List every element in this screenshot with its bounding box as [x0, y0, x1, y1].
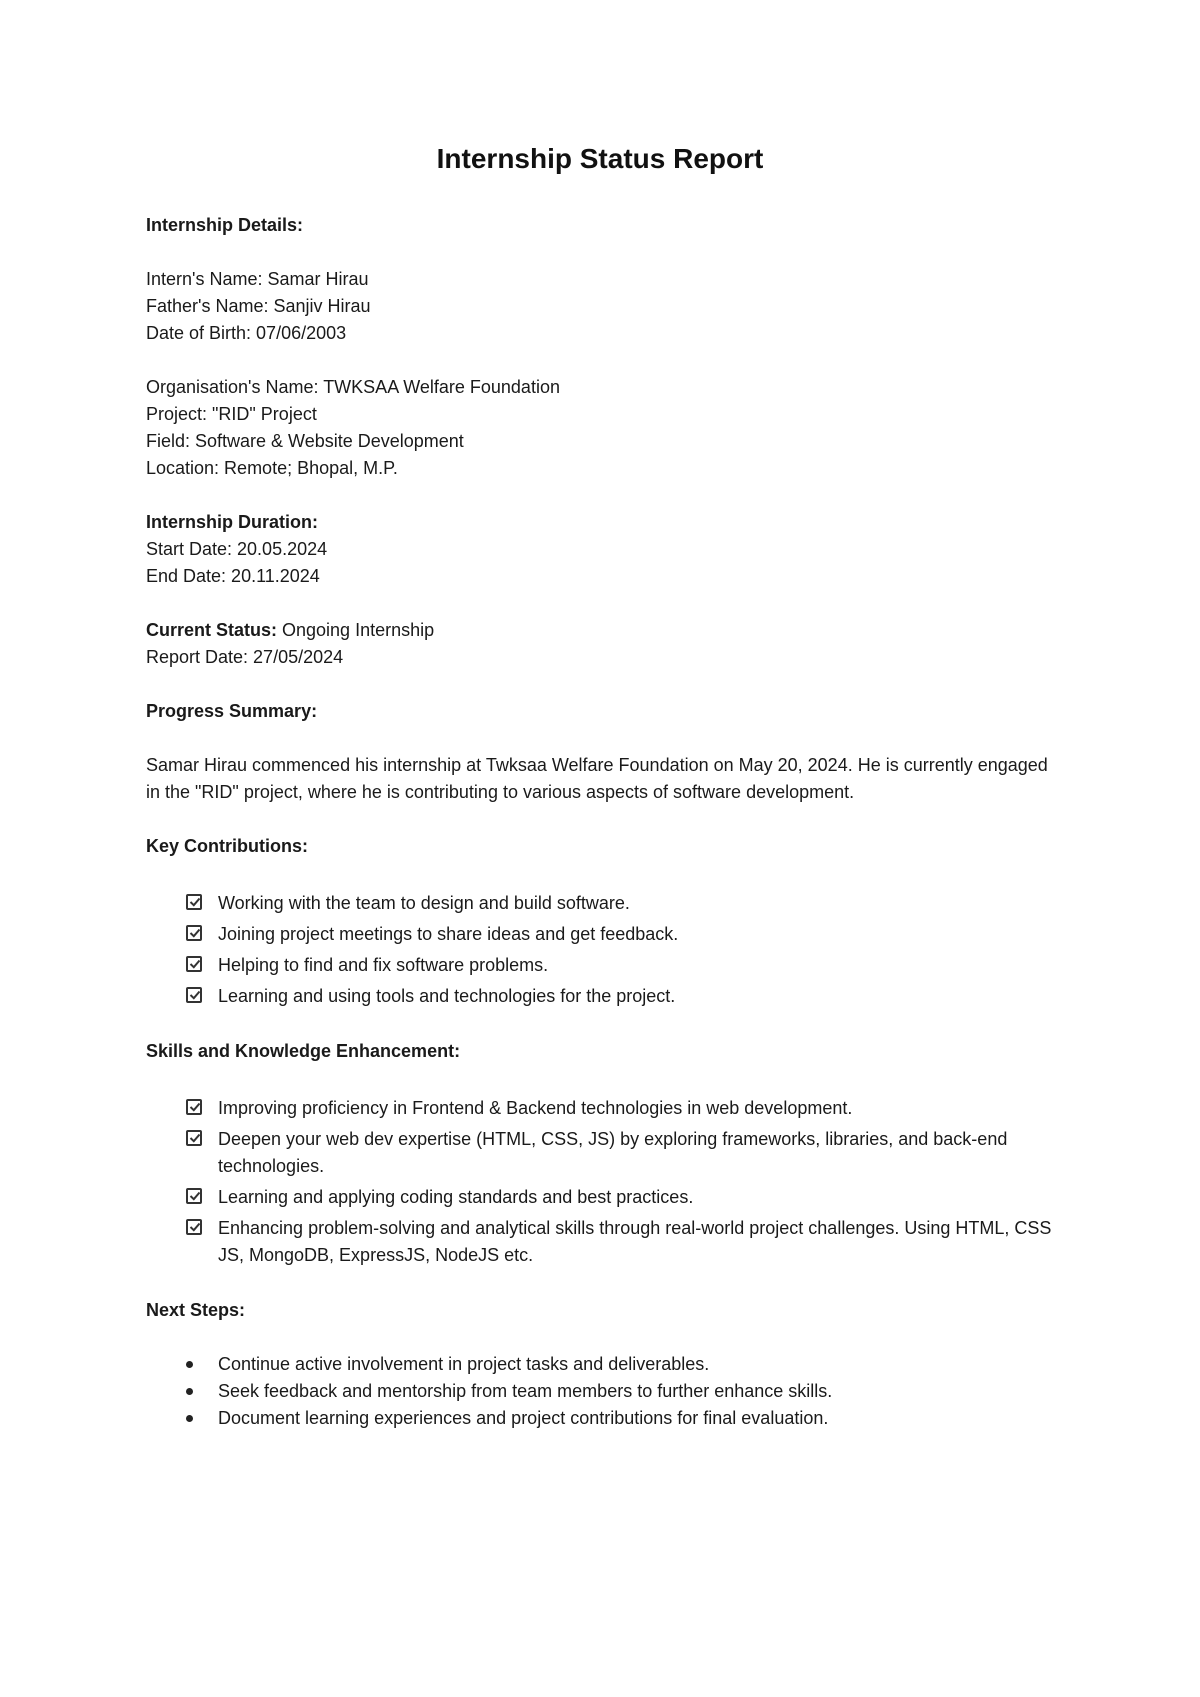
list-item-text: Enhancing problem-solving and analytical skills through real-world project challenges. Using HTML, CSS JS, MongoDB, ExpressJS, NodeJS etc. [218, 1218, 1052, 1265]
spacer [146, 1014, 1066, 1038]
bullet-icon [186, 1361, 193, 1368]
skills-heading: Skills and Knowledge Enhancement: [146, 1041, 461, 1061]
checkbox-checked-icon [186, 956, 202, 972]
checkbox-checked-icon [186, 1219, 202, 1235]
father-name: Father's Name: Sanjiv Hirau [146, 296, 371, 316]
list-item [146, 1095, 1066, 1122]
next-steps-heading: Next Steps: [146, 1300, 246, 1320]
spacer [146, 806, 1066, 833]
list-item-text: Seek feedback and mentorship from team members to further enhance skills. [218, 1381, 833, 1401]
spacer [146, 239, 1066, 266]
page-title: Internship Status Report [436, 143, 764, 174]
current-status-label: Current Status: [146, 620, 278, 640]
list-item [146, 1126, 1066, 1180]
key-contributions-heading: Key Contributions: [146, 836, 308, 856]
spacer [146, 1273, 1066, 1297]
key-contributions-list [146, 890, 1066, 1010]
location: Location: Remote; Bhopal, M.P. [146, 458, 398, 478]
internship-details-heading: Internship Details: [146, 215, 304, 235]
end-date: End Date: 20.11.2024 [146, 566, 320, 586]
spacer [146, 590, 1066, 617]
next-steps-list [146, 1351, 1066, 1432]
list-item [146, 1351, 1066, 1378]
project-name: Project: "RID" Project [146, 404, 317, 424]
list-item-text: Improving proficiency in Frontend & Backend technologies in web development. [218, 1098, 853, 1118]
spacer [146, 482, 1066, 509]
progress-summary-text: Samar Hirau commenced his internship at Twksaa Welfare Foundation on May 20, 2024. He is currently engaged in the "RID" project, where he is contributing to various aspects of software development. [146, 755, 1048, 802]
checkbox-checked-icon [186, 1099, 202, 1115]
report-date: Report Date: 27/05/2024 [146, 647, 344, 667]
bullet-icon [186, 1415, 193, 1422]
list-item-text: Document learning experiences and project contributions for final evaluation. [218, 1408, 829, 1428]
document-body [146, 212, 1066, 1432]
list-item [146, 1215, 1066, 1269]
spacer [146, 671, 1066, 698]
checkbox-checked-icon [186, 894, 202, 910]
list-item-text: Learning and using tools and technologies for the project. [218, 986, 676, 1006]
checkbox-checked-icon [186, 1188, 202, 1204]
progress-summary-heading: Progress Summary: [146, 701, 318, 721]
list-item-text: Learning and applying coding standards and best practices. [218, 1187, 694, 1207]
spacer [146, 860, 1066, 890]
spacer [146, 1324, 1066, 1351]
list-item-text: Continue active involvement in project tasks and deliverables. [218, 1354, 710, 1374]
spacer [146, 347, 1066, 374]
list-item [146, 890, 1066, 917]
list-item [146, 921, 1066, 948]
checkbox-checked-icon [186, 925, 202, 941]
list-item [146, 1378, 1066, 1405]
list-item-text: Helping to find and fix software problems. [218, 955, 549, 975]
checkbox-checked-icon [186, 987, 202, 1003]
spacer [146, 1065, 1066, 1095]
list-item [146, 952, 1066, 979]
list-item-text: Joining project meetings to share ideas and get feedback. [218, 924, 679, 944]
organisation-name: Organisation's Name: TWKSAA Welfare Foundation [146, 377, 560, 397]
list-item-text: Working with the team to design and build software. [218, 893, 630, 913]
list-item [146, 983, 1066, 1010]
intern-name: Intern's Name: Samar Hirau [146, 269, 369, 289]
start-date: Start Date: 20.05.2024 [146, 539, 328, 559]
list-item [146, 1184, 1066, 1211]
spacer [146, 725, 1066, 752]
skills-list [146, 1095, 1066, 1269]
field: Field: Software & Website Development [146, 431, 464, 451]
internship-duration-heading: Internship Duration: [146, 512, 318, 532]
current-status-value: Ongoing Internship [277, 620, 435, 640]
date-of-birth: Date of Birth: 07/06/2003 [146, 323, 347, 343]
list-item-text: Deepen your web dev expertise (HTML, CSS, JS) by exploring frameworks, libraries, and back-end technologies. [218, 1129, 1008, 1176]
checkbox-checked-icon [186, 1130, 202, 1146]
current-status [146, 617, 1066, 644]
list-item [146, 1405, 1066, 1432]
bullet-icon [186, 1388, 193, 1395]
